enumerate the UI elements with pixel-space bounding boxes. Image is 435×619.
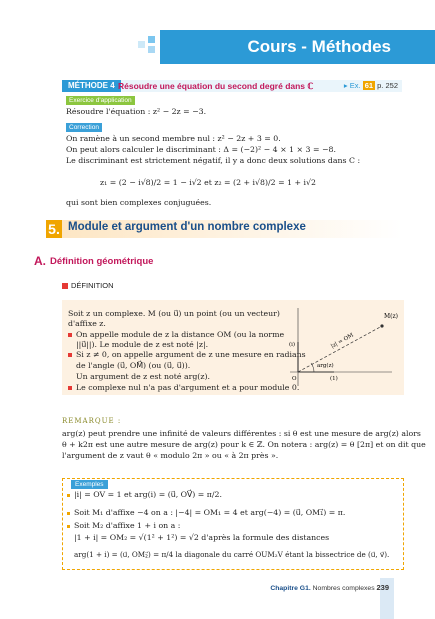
bullet-icon	[67, 525, 70, 528]
om-segment	[298, 326, 382, 372]
point-m	[380, 324, 383, 327]
header-decor-square	[148, 36, 155, 43]
definition-square-icon	[62, 283, 68, 289]
exercise-tag: Exercice d'application	[66, 96, 135, 105]
correction-line: On ramène à un second membre nul : z² − 2z + 3 = 0.	[66, 134, 281, 143]
page-number: 239	[376, 583, 389, 592]
remark-title: REMARQUE :	[62, 417, 122, 425]
definition-intro: d'affixe z.	[68, 319, 106, 328]
label-one: (1)	[330, 376, 338, 382]
correction-line: On peut alors calculer le discriminant : Δ = (−2)² − 4 × 1 × 3 = −8.	[66, 145, 336, 154]
example-item: Soit M₂ d'affixe 1 + i on a :	[74, 521, 181, 530]
correction-conclusion: qui sont bien complexes conjuguées.	[66, 198, 212, 207]
bullet-icon	[67, 512, 70, 515]
page-title: Cours - Méthodes	[247, 37, 391, 56]
remark-line: θ + k2π est une autre mesure de arg(z) pour k ∈ ℤ. On notera : arg(z) = θ [2π] et on dit que	[62, 440, 426, 449]
correction-tag: Correction	[66, 123, 102, 132]
section-number: 5.	[46, 220, 62, 238]
section-title: Module et argument d'un nombre complexe	[68, 221, 306, 233]
bullet-icon	[68, 386, 72, 390]
complex-plane-figure	[284, 304, 402, 390]
example-item: |1 + i| = OM₂ = √(1² + 1²) = √2 d'après la formule des distances	[74, 533, 330, 542]
definition-intro: Soit z un complexe. M (ou u⃗) un point (ou un vecteur)	[68, 309, 280, 318]
examples-tag: Exemples	[71, 480, 108, 489]
page-footer	[270, 583, 389, 592]
correction-line: Le discriminant est strictement négatif, il y a donc deux solutions dans C :	[66, 156, 361, 165]
definition-null: Le complexe nul n'a pas d'argument et a pour module 0.	[76, 383, 300, 392]
bullet-icon	[68, 333, 72, 337]
exercise-ref-page: p. 252	[377, 81, 398, 90]
footer-chapter: Chapitre G1.	[270, 585, 311, 592]
remark-line: arg(z) peut prendre une infinité de valeurs différentes : si θ est une mesure de arg(z) alors	[62, 429, 421, 438]
definition-label	[62, 281, 114, 290]
definition-module: On appelle module de z la distance OM (ou la norme	[76, 330, 285, 339]
subsection-title: Définition géométrique	[50, 256, 154, 267]
exercise-ref-number: 61	[364, 81, 374, 90]
label-arg: arg(z)	[317, 363, 334, 369]
footer-title: Nombres complexes	[312, 585, 375, 592]
bullet-icon	[68, 353, 72, 357]
method-title: Résoudre une équation du second degré dans ℂ	[118, 81, 314, 91]
definition-argument: de l'angle (u⃗, OM⃗) (ou (u⃗, u⃗)).	[76, 361, 191, 370]
method-exercise-ref[interactable]	[344, 80, 398, 92]
bullet-icon	[67, 494, 70, 497]
example-item: Soit M₁ d'affixe −4 on a : |−4| = OM₁ = 4 et arg(−4) = (u⃗, OM₁⃗) = π.	[74, 508, 346, 517]
label-i: (i)	[289, 342, 296, 348]
header-decor-square	[138, 41, 145, 48]
subsection-letter: A.	[34, 254, 46, 268]
label-m: M(z)	[384, 313, 398, 320]
exercise-statement: Résoudre l'équation : z² − 2z = −3.	[66, 107, 207, 116]
example-item: |i| = OV = 1 et arg(i) = (u⃗, OV⃗) = π/2.	[74, 490, 222, 499]
definition-module: ||u⃗||). Le module de z est noté |z|.	[76, 340, 209, 349]
definition-argument: Si z ≠ 0, on appelle argument de z une mesure en radians	[76, 350, 306, 359]
exercise-ref-prefix: ▸ Ex.	[343, 81, 361, 90]
label-om: |z| = OM	[330, 332, 355, 350]
label-origin: O	[292, 376, 297, 382]
header-decor-square	[148, 46, 155, 53]
definition-box	[62, 300, 404, 395]
method-tag: MÉTHODE 4	[62, 80, 121, 92]
example-item: arg(1 + i) = (u⃗, OM₂⃗) = π/4 la diagonale du carré OUM₂V étant la bissectrice de (u⃗, v⃗).	[74, 550, 390, 559]
definition-argument: Un argument de z est noté arg(z).	[76, 372, 210, 381]
correction-solutions: z₁ = (2 − i√8)/2 = 1 − i√2 et z₂ = (2 + i√8)/2 = 1 + i√2	[100, 178, 316, 187]
definition-label-text: DÉFINITION	[71, 281, 114, 290]
remark-line: l'argument de z vaut θ « modulo 2π » ou « à 2π près ».	[62, 451, 279, 460]
